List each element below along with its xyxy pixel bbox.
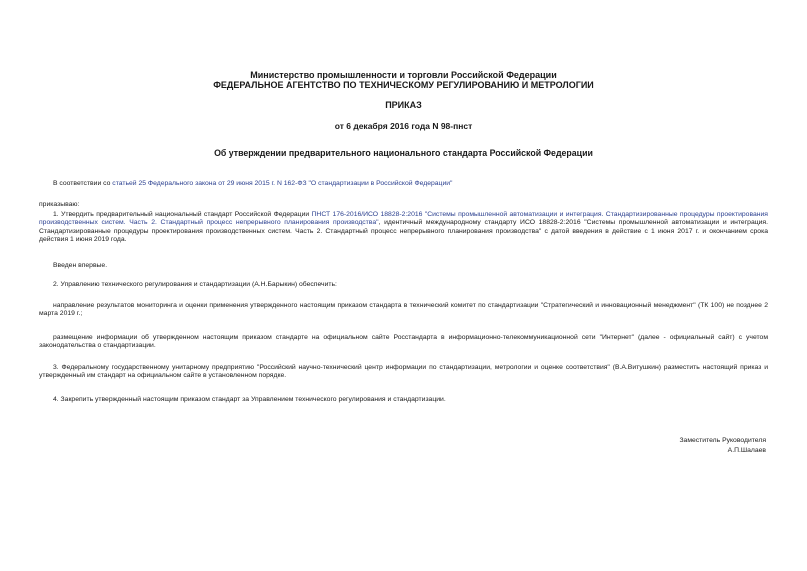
law-link[interactable]: статьей 25 Федерального закона от 29 июня 2015 г. N 162-ФЗ "О стандартизации в Российской Федерации" (112, 180, 453, 187)
document-type: ПРИКАЗ (385, 100, 422, 110)
signatory-name: А.П.Шалаев (727, 446, 766, 454)
document-header (0, 70, 807, 90)
item-1-suffix: , идентичный международному стандарту ИСО 18828-2:2016 "Системы промышленной автоматизации и интеграция. Стандартизированные процедуры проектирования производственных систем. Часть 2. Стандартный процесс непрерывного планирования производства" с датой введения в действие с 1 июня 2017 г. и окончанием срока действия 1 июня 2019 года. (39, 219, 768, 243)
ministry-name: Министерство промышленности и торговли Российской Федерации (250, 70, 557, 80)
agency-name: ФЕДЕРАЛЬНОЕ АГЕНТСТВО ПО ТЕХНИЧЕСКОМУ РЕГУЛИРОВАНИЮ И МЕТРОЛОГИИ (213, 80, 594, 90)
item-2-a: направление результатов мониторинга и оценки применения утвержденного настоящим приказом стандарта в технический комитет по стандартизации "Стратегический и инновационный менеджмент" (ТК 100) не позднее 2 марта 2019 г.; (39, 302, 768, 318)
item-2: 2. Управлению технического регулирования и стандартизации (А.Н.Барыкин) обеспечить: (53, 281, 337, 288)
item-3: 3. Федеральному государственному унитарному предприятию "Российский научно-технический центр информации по стандартизации, метрологии и оценке соответствия" (В.А.Витушкин) разместить настоящий приказ и утвержденный им стандарт на официальном сайте в установленном порядке. (39, 364, 768, 380)
document-title: Об утверждении предварительного национального стандарта Российской Федерации (214, 148, 593, 158)
order-word: приказываю: (39, 201, 80, 208)
item-2-b: размещение информации об утвержденном настоящим приказом стандарте на официальном сайте Росстандарта в информационно-телекоммуникационной сети "Интернет" (далее - официальный сайт) с учетом законодательства о стандартизации. (39, 334, 768, 350)
item-1-prefix: 1. Утвердить предварительный национальный стандарт Российской Федерации (53, 211, 312, 218)
first-intro-note: Введен впервые. (53, 262, 108, 269)
signatory-position: Заместитель Руководителя (679, 437, 766, 444)
standard-link[interactable]: ПНСТ 176-2016/ИСО 18828-2:2016 "Системы промышленной автоматизации и интеграция. Стандартизированные процедуры проектирования производственных систем. Часть 2. Стандартный процесс непрерывного планирования производства" (39, 211, 768, 227)
intro-paragraph (39, 180, 768, 188)
item-4: 4. Закрепить утвержденный настоящим приказом стандарт за Управлением технического регулирования и стандартизации. (53, 396, 446, 403)
intro-prefix: В соответствии со (53, 180, 113, 187)
signature-block (679, 436, 766, 455)
document-date: от 6 декабря 2016 года N 98-пнст (334, 121, 473, 131)
item-1 (39, 211, 768, 244)
